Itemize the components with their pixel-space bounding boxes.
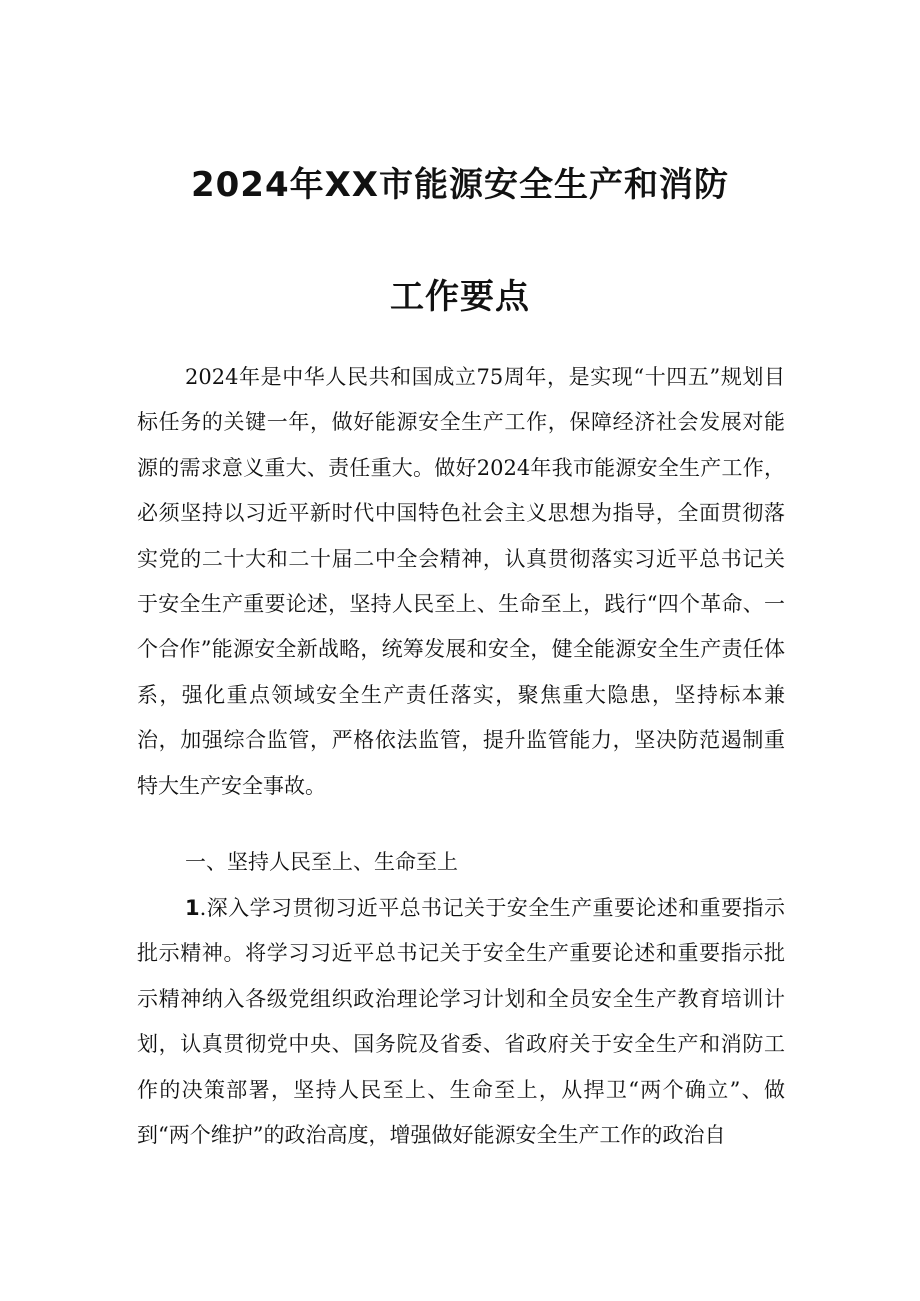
item-number: 1 <box>185 896 200 920</box>
item-text: .深入学习贯彻习近平总书记关于安全生产重要论述和重要指示批示精神。将学习习近平总书记关于安全生产重要论述和重要指示批示精神纳入各级党组织政治理论学习计划和全员安全生产教育培训计划，认真贯彻党中央、国务院及省委、省政府关于安全生产和消防工作的决策部署，坚持人民至上、生命至上，从捍卫“两个确立”、做到“两个维护”的政治高度，增强做好能源安全生产工作的政治自 <box>137 896 785 1148</box>
section-heading: 一、坚持人民至上、生命至上 <box>185 850 458 874</box>
item-paragraph <box>137 886 785 1158</box>
document-title-line-1: 2024年XX市能源安全生产和消防 <box>190 165 730 205</box>
document-title-line-2: 工作要点 <box>390 277 530 317</box>
intro-paragraph: 2024年是中华人民共和国成立75周年，是实现“十四五”规划目标任务的关键一年，做好能源安全生产工作，保障经济社会发展对能源的需求意义重大、责任重大。做好2024年我市能源安全生产工作，必须坚持以习近平新时代中国特色社会主义思想为指导，全面贯彻落实党的二十大和二十届二中全会精神，认真贯彻落实习近平总书记关于安全生产重要论述，坚持人民至上、生命至上，践行“四个革命、一个合作”能源安全新战略，统筹发展和安全，健全能源安全生产责任体系，强化重点领域安全生产责任落实，聚焦重大隐患，坚持标本兼治，加强综合监管，严格依法监管，提升监管能力，坚决防范遏制重特大生产安全事故。 <box>137 365 785 798</box>
